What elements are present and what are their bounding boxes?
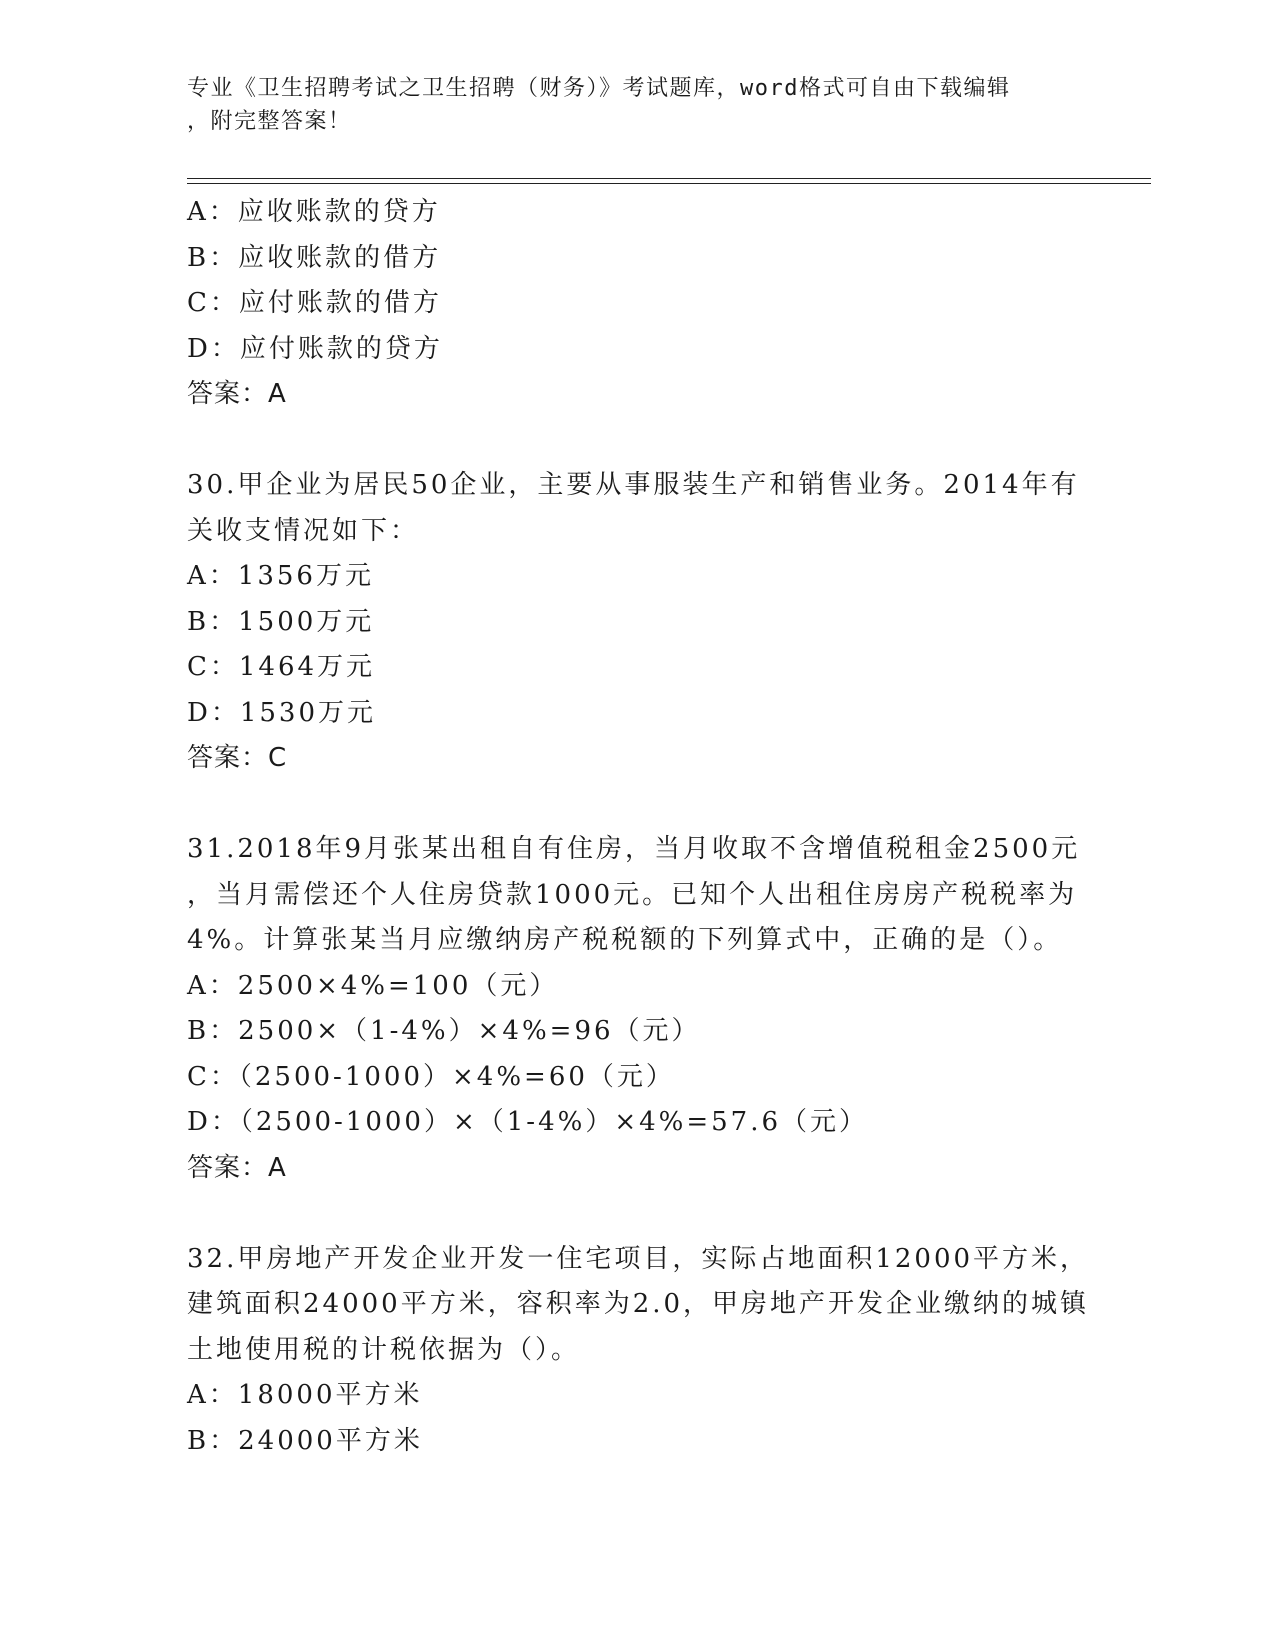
- option-d: D：（2500-1000）×（1-4%）×4%=57.6（元）: [187, 1107, 869, 1137]
- option-c: C：1464万元: [187, 652, 376, 682]
- answer-line: 答案：A: [187, 379, 287, 409]
- option-c: C：应付账款的借方: [187, 288, 442, 318]
- option-d: D：1530万元: [187, 697, 377, 728]
- block-spacer: [187, 418, 1087, 464]
- question-text-line: ，当月需偿还个人住房贷款1000元。已知个人出租住房房产税税率为: [187, 879, 1078, 910]
- question-block-30: [187, 463, 1087, 782]
- question-text-line: 31.2018年9月张某出租自有住房，当月收取不含增值税租金2500元: [187, 834, 1081, 864]
- answer-line: 答案：A: [187, 1152, 287, 1183]
- option-b: B：应收账款的借方: [187, 242, 442, 273]
- question-block-32: [187, 1237, 1090, 1465]
- question-text-line: 土地使用税的计税依据为（）。: [187, 1334, 581, 1365]
- question-block-29: [187, 190, 1087, 418]
- block-spacer: [187, 782, 1087, 828]
- option-d: D：应付账款的贷方: [187, 333, 443, 364]
- question-block-31: [187, 827, 1087, 1191]
- option-a: A：2500×4%=100（元）: [187, 970, 559, 1001]
- document-header: [187, 72, 1087, 138]
- block-spacer: [187, 1191, 1087, 1237]
- document-body: [187, 190, 1090, 1464]
- header-line-2: ，附完整答案！: [187, 109, 352, 134]
- question-text-line: 建筑面积24000平方米，容积率为2.0，甲房地产开发企业缴纳的城镇: [187, 1289, 1090, 1319]
- question-text-line: 关收支情况如下：: [187, 515, 420, 546]
- header-line-1: 专业《卫生招聘考试之卫生招聘（财务）》考试题库，word格式可自由下载编辑: [187, 76, 1011, 101]
- option-b: B：1500万元: [187, 606, 375, 637]
- question-text-line: 32.甲房地产开发企业开发一住宅项目，实际占地面积12000平方米，: [187, 1243, 1090, 1274]
- question-text-line: 30.甲企业为居民50企业，主要从事服装生产和销售业务。2014年有: [187, 470, 1080, 500]
- header-divider-top: [187, 178, 1151, 179]
- option-b: B：2500×（1-4%）×4%=96（元）: [187, 1016, 701, 1046]
- option-b: B：24000平方米: [187, 1425, 423, 1456]
- option-a: A：应收账款的贷方: [187, 197, 441, 227]
- question-text-line: 4%。计算张某当月应缴纳房产税税额的下列算式中，正确的是（）。: [187, 925, 1063, 955]
- answer-line: 答案：C: [187, 743, 288, 773]
- option-a: A：18000平方米: [187, 1380, 423, 1410]
- option-a: A：1356万元: [187, 561, 374, 591]
- option-c: C：（2500-1000）×4%=60（元）: [187, 1061, 675, 1092]
- header-divider-bottom: [187, 183, 1151, 184]
